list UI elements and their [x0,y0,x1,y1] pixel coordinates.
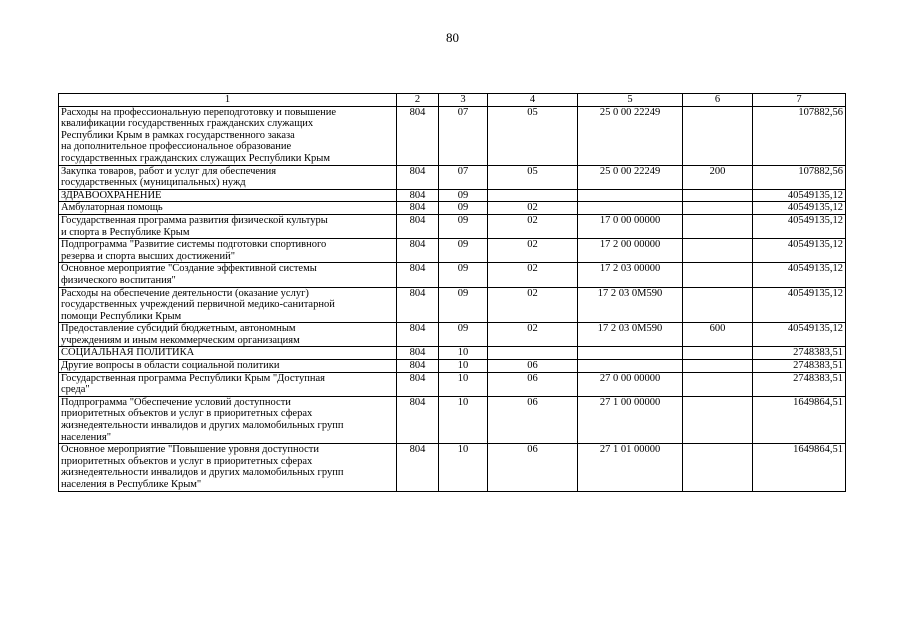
expense-type-cell [683,287,753,323]
amount-cell: 1649864,51 [753,396,846,443]
section-cell: 09 [439,263,488,287]
expense-type-cell [683,239,753,263]
department-code-cell: 804 [397,444,439,491]
description-cell [59,214,397,238]
section-cell: 09 [439,239,488,263]
department-code-cell: 804 [397,202,439,215]
table-row [59,323,846,347]
amount-cell: 107882,56 [753,106,846,165]
description-cell [59,263,397,287]
description-line: Расходы на обеспечение деятельности (оказание услуг) [61,287,309,299]
table-row [59,165,846,189]
subsection-cell: 05 [488,106,578,165]
table-row [59,106,846,165]
expense-type-cell [683,372,753,396]
department-code-cell: 804 [397,396,439,443]
section-cell: 10 [439,444,488,491]
expense-type-cell: 600 [683,323,753,347]
expense-type-cell [683,347,753,360]
description-line: учреждениям и иным некоммерческим организациям [61,334,300,346]
description-line: государственных учреждений первичной медико-санитарной [61,299,335,311]
description-line: и спорта в Республике Крым [61,226,190,238]
amount-cell: 2748383,51 [753,360,846,373]
description-line: резерва и спорта высших достижений" [61,250,235,262]
table-row [59,360,846,373]
description-cell [59,202,397,215]
description-line: Подпрограмма "Обеспечение условий доступности [61,396,291,408]
table-row [59,239,846,263]
department-code-cell: 804 [397,189,439,202]
section-cell: 07 [439,165,488,189]
department-code-cell: 804 [397,214,439,238]
target-article-cell: 27 0 00 00000 [578,372,683,396]
description-cell [59,396,397,443]
department-code-cell: 804 [397,165,439,189]
description-cell [59,239,397,263]
column-header: 6 [683,94,753,107]
description-line: физического воспитания" [61,274,176,286]
expense-type-cell [683,444,753,491]
table-row [59,396,846,443]
subsection-cell: 05 [488,165,578,189]
target-article-cell: 17 0 00 00000 [578,214,683,238]
subsection-cell: 02 [488,202,578,215]
amount-cell: 107882,56 [753,165,846,189]
subsection-cell: 02 [488,287,578,323]
target-article-cell: 17 2 03 0М590 [578,323,683,347]
column-header: 5 [578,94,683,107]
subsection-cell [488,189,578,202]
target-article-cell: 25 0 00 22249 [578,165,683,189]
expense-type-cell [683,106,753,165]
amount-cell: 1649864,51 [753,444,846,491]
description-cell [59,360,397,373]
subsection-cell: 02 [488,263,578,287]
target-article-cell [578,360,683,373]
target-article-cell: 17 2 00 00000 [578,239,683,263]
budget-table [58,93,846,492]
department-code-cell: 804 [397,239,439,263]
department-code-cell: 804 [397,372,439,396]
target-article-cell [578,202,683,215]
subsection-cell: 06 [488,372,578,396]
section-cell: 10 [439,372,488,396]
subsection-cell: 06 [488,444,578,491]
section-cell: 09 [439,189,488,202]
amount-cell: 40549135,12 [753,189,846,202]
section-cell: 09 [439,214,488,238]
amount-cell: 40549135,12 [753,214,846,238]
description-cell [59,444,397,491]
description-line: СОЦИАЛЬНАЯ ПОЛИТИКА [61,347,195,359]
department-code-cell: 804 [397,347,439,360]
description-cell [59,189,397,202]
section-cell: 10 [439,360,488,373]
amount-cell: 40549135,12 [753,239,846,263]
amount-cell: 40549135,12 [753,323,846,347]
table-row [59,287,846,323]
description-line: жизнедеятельности инвалидов и других маломобильных групп [61,467,344,479]
column-header: 1 [59,94,397,107]
description-line: Государственная программа Республики Крым "Доступная [61,372,325,384]
section-cell: 09 [439,202,488,215]
description-cell [59,165,397,189]
description-line: среда" [61,384,90,396]
target-article-cell: 27 1 00 00000 [578,396,683,443]
department-code-cell: 804 [397,287,439,323]
description-cell [59,106,397,165]
table-header-row [59,94,846,107]
description-line: на дополнительное профессиональное образование [61,141,292,153]
table-row [59,202,846,215]
expense-type-cell [683,263,753,287]
description-line: государственных (муниципальных) нужд [61,177,246,189]
section-cell: 10 [439,347,488,360]
expense-type-cell [683,360,753,373]
expense-type-cell [683,189,753,202]
description-line: приоритетных объектов и услуг в приоритетных сферах [61,455,313,467]
amount-cell: 2748383,51 [753,347,846,360]
amount-cell: 40549135,12 [753,287,846,323]
description-line: государственных гражданских служащих Республики Крым [61,152,331,164]
page-number: 80 [446,30,459,45]
target-article-cell: 17 2 03 0М590 [578,287,683,323]
subsection-cell: 02 [488,239,578,263]
expense-type-cell [683,396,753,443]
description-line: Подпрограмма "Развитие системы подготовки спортивного [61,239,327,251]
department-code-cell: 804 [397,263,439,287]
table-row [59,372,846,396]
target-article-cell [578,347,683,360]
amount-cell: 40549135,12 [753,263,846,287]
description-line: населения в Республике Крым" [61,479,202,490]
target-article-cell [578,189,683,202]
description-line: ЗДРАВООХРАНЕНИЕ [61,189,162,201]
subsection-cell: 06 [488,360,578,373]
description-line: Амбулаторная помощь [61,202,163,214]
department-code-cell: 804 [397,360,439,373]
description-cell [59,372,397,396]
table-body [59,106,846,491]
description-line: Государственная программа развития физической культуры [61,214,328,226]
description-line: жизнедеятельности инвалидов и других маломобильных групп [61,420,344,432]
description-line: Закупка товаров, работ и услуг для обеспечения [61,165,277,177]
description-line: Другие вопросы в области социальной политики [61,360,280,372]
section-cell: 09 [439,287,488,323]
subsection-cell [488,347,578,360]
section-cell: 07 [439,106,488,165]
expense-type-cell [683,202,753,215]
target-article-cell: 27 1 01 00000 [578,444,683,491]
table-row [59,347,846,360]
section-cell: 09 [439,323,488,347]
expense-type-cell: 200 [683,165,753,189]
department-code-cell: 804 [397,323,439,347]
description-line: квалификации государственных гражданских служащих [61,118,314,130]
description-line: помощи Республики Крым [61,310,182,322]
description-line: Расходы на профессиональную переподготовку и повышение [61,106,337,118]
table-row [59,263,846,287]
table-row [59,189,846,202]
table-row [59,214,846,238]
table-row [59,444,846,491]
expense-type-cell [683,214,753,238]
description-cell [59,323,397,347]
column-header: 4 [488,94,578,107]
column-header: 3 [439,94,488,107]
subsection-cell: 06 [488,396,578,443]
description-line: Основное мероприятие "Повышение уровня доступности [61,444,319,456]
subsection-cell: 02 [488,214,578,238]
section-cell: 10 [439,396,488,443]
description-line: Предоставление субсидий бюджетным, автономным [61,323,296,335]
column-header: 7 [753,94,846,107]
subsection-cell: 02 [488,323,578,347]
description-line: населения" [61,431,111,443]
target-article-cell: 17 2 03 00000 [578,263,683,287]
description-line: Республики Крым в рамках государственного заказа [61,129,295,141]
description-line: приоритетных объектов и услуг в приоритетных сферах [61,408,313,420]
description-line: Основное мероприятие "Создание эффективной системы [61,263,317,275]
description-cell [59,287,397,323]
department-code-cell: 804 [397,106,439,165]
column-header: 2 [397,94,439,107]
description-cell [59,347,397,360]
target-article-cell: 25 0 00 22249 [578,106,683,165]
amount-cell: 2748383,51 [753,372,846,396]
amount-cell: 40549135,12 [753,202,846,215]
